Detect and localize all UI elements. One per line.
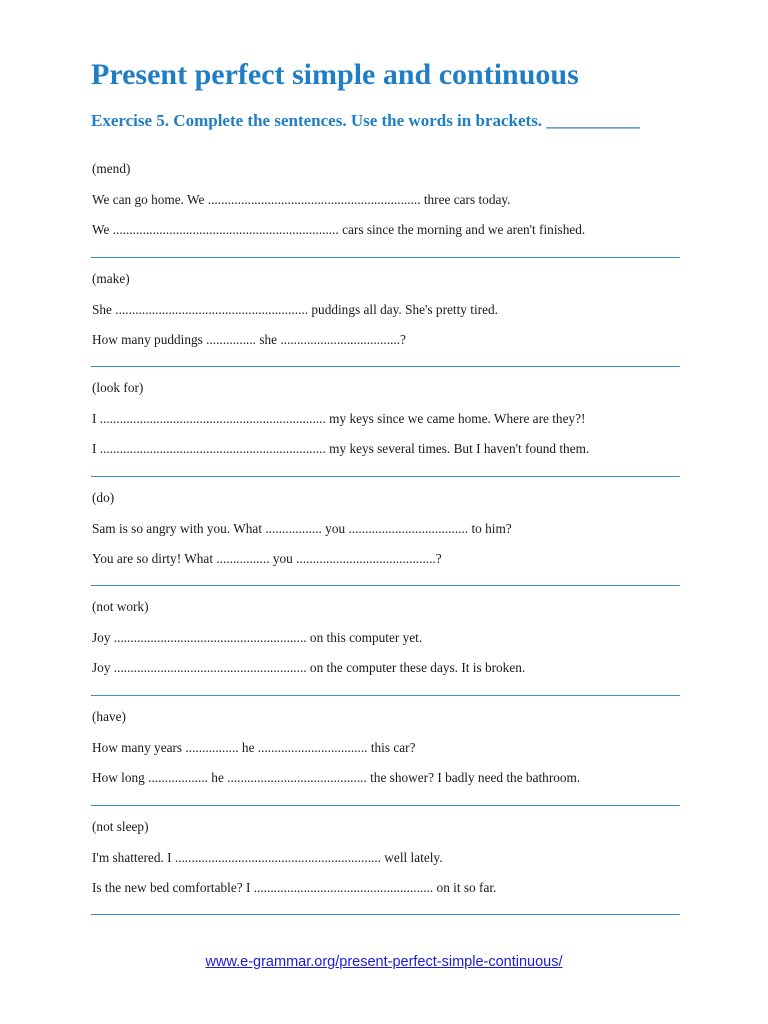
exercise-group-not-sleep [91, 806, 680, 916]
exercise-sentence: Joy .......................................................... on the computer these days. It is broken. [92, 660, 526, 676]
exercise-list [91, 148, 680, 915]
exercise-sentence: Is the new bed comfortable? I ...................................................... on it so far. [92, 879, 497, 895]
footer [0, 954, 768, 970]
exercise-sentence: How long .................. he .......................................... the shower? I badly need the bathroom. [92, 769, 581, 785]
source-link[interactable]: www.e-grammar.org/present-perfect-simple-continuous/ [205, 954, 563, 970]
verb-hint: (have) [92, 708, 126, 724]
exercise-sentence: Sam is so angry with you. What ................. you .................................... to him? [92, 520, 512, 536]
exercise-sentence: She .......................................................... puddings all day. She's pretty tired. [92, 301, 498, 317]
exercise-group-have [91, 696, 680, 806]
verb-hint: (look for) [92, 380, 144, 396]
exercise-group-make [91, 258, 680, 368]
page-title: Present perfect simple and continuous [91, 58, 579, 91]
exercise-sentence: I .................................................................... my keys since we came home. Where are they?! [92, 411, 586, 427]
exercise-group-do [91, 477, 680, 587]
exercise-group-not-work [91, 586, 680, 696]
exercise-sentence: How many puddings ............... she ....................................? [92, 331, 406, 347]
verb-hint: (not sleep) [92, 818, 149, 834]
verb-hint: (not work) [92, 599, 149, 615]
verb-hint: (make) [92, 270, 130, 286]
exercise-sentence: We .................................................................... cars since the morning and we aren't finished. [92, 222, 586, 237]
section-divider [91, 914, 680, 915]
exercise-instructions: Exercise 5. Complete the sentences. Use the words in brackets. ___________ [91, 111, 640, 130]
verb-hint: (do) [92, 489, 115, 505]
exercise-sentence: You are so dirty! What ................ you ..........................................? [92, 550, 442, 566]
exercise-group-mend [91, 148, 680, 258]
exercise-sentence: We can go home. We ................................................................ three cars today. [92, 192, 511, 207]
exercise-sentence: Joy .......................................................... on this computer yet. [92, 630, 423, 646]
exercise-sentence: I .................................................................... my keys several times. But I haven't found them. [92, 441, 590, 457]
exercise-group-look-for [91, 367, 680, 477]
exercise-sentence: How many years ................ he ................................. this car? [92, 739, 416, 755]
verb-hint: (mend) [92, 161, 131, 176]
exercise-sentence: I'm shattered. I .............................................................. well lately. [92, 849, 443, 865]
